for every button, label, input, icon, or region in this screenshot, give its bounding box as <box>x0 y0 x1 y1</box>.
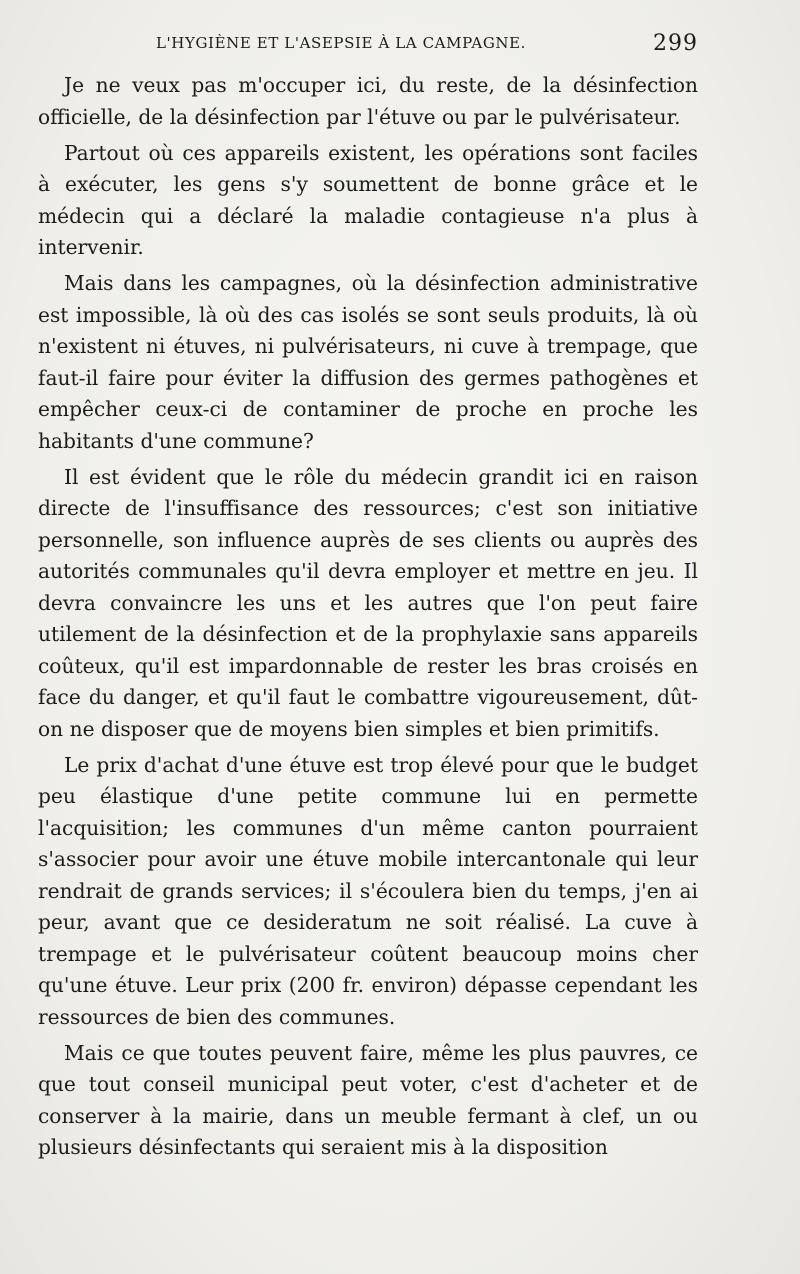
page-number: 299 <box>653 31 698 56</box>
paragraph: Partout où ces appareils existent, les opérations sont faciles à exécuter, les gens s'y soumettent de bonne grâce et le médecin qui a déclaré la maladie contagieuse n'a plus à intervenir. <box>38 140 698 259</box>
paragraph: Mais dans les campagnes, où la désinfection administrative est impossible, là où des cas isolés se sont seuls produits, là où n'existent ni étuves, ni pulvérisateurs, ni cuve à trempage, que faut-il faire pour éviter la diffusion des germes pathogènes et empêcher ceux-ci de contaminer de proche en proche les habitants d'une commune? <box>38 271 698 453</box>
paragraph: Il est évident que le rôle du médecin grandit ici en raison directe de l'insuffisance des ressources; c'est son initiative personnelle, son influence auprès de ses clients ou auprès des autorités communales qu'il devra employer et mettre en jeu. Il devra convaincre les uns et les autres que l'on peut faire utilement de la désinfection et de la prophylaxie sans appareils coûteux, qu'il est impardonnable de rester les bras croisés en face du danger, et qu'il faut le combattre vigoureusement, dût-on ne disposer que de moyens bien simples et bien primitifs. <box>38 464 698 741</box>
page-header <box>38 31 698 60</box>
paragraph: Le prix d'achat d'une étuve est trop élevé pour que le budget peu élastique d'une petite commune lui en permette l'acquisition; les communes d'un même canton pourraient s'associer pour avoir une étuve mobile intercantonale qui leur rendrait de grands services; il s'écoulera bien du temps, j'en ai peur, avant que ce desideratum ne soit réalisé. La cuve à trempage et le pulvérisateur coûtent beaucoup moins cher qu'une étuve. Leur prix (200 fr. environ) dépasse cependant les ressources de bien des communes. <box>38 752 698 1029</box>
running-head: L'HYGIÈNE ET L'ASEPSIE À LA CAMPAGNE. <box>156 34 527 52</box>
paragraph: Je ne veux pas m'occuper ici, du reste, de la désinfection officielle, de la désinfection par l'étuve ou par le pulvérisateur. <box>38 73 698 129</box>
paragraph: Mais ce que toutes peuvent faire, même les plus pauvres, ce que tout conseil municipal peut voter, c'est d'acheter et de conserver à la mairie, dans un meuble fermant à clef, un ou plusieurs désinfectants qui seraient mis à la disposition <box>38 1040 698 1159</box>
body-text <box>38 70 698 1164</box>
